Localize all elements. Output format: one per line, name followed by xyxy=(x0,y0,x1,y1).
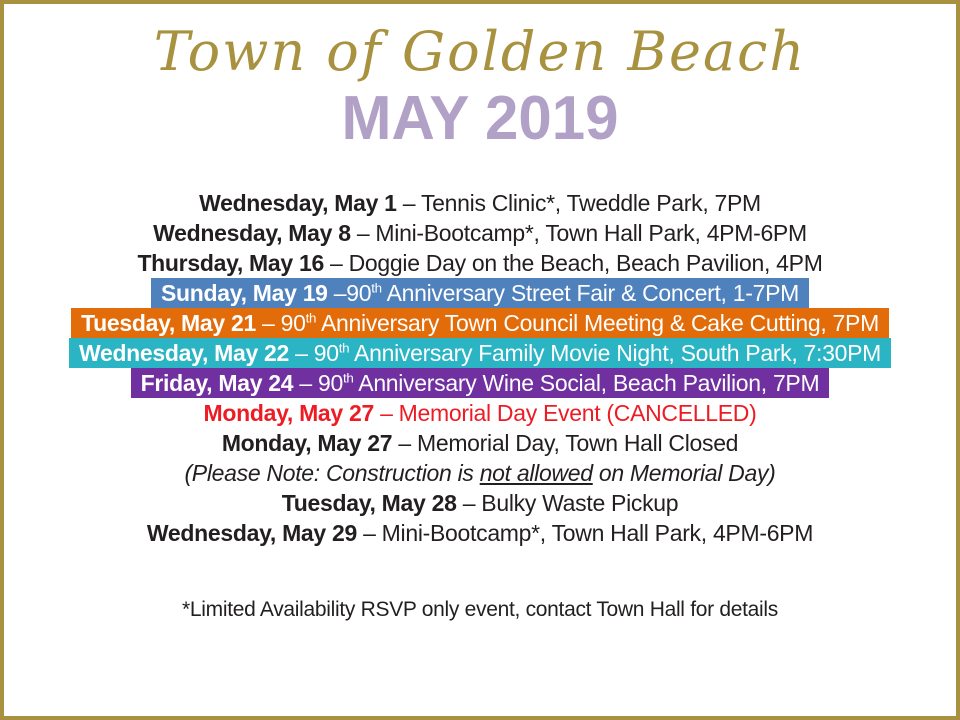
event-date: Wednesday, May 22 xyxy=(78,340,290,366)
event-dash: – xyxy=(323,250,349,276)
event-bubble xyxy=(143,218,817,248)
month-title: MAY 2019 xyxy=(341,82,619,153)
event-bubble xyxy=(127,248,832,278)
event-bubble xyxy=(272,488,689,518)
event-row xyxy=(4,218,956,248)
event-text-after: Anniversary Wine Social, Beach Pavilion, 7PM xyxy=(353,370,820,396)
event-superscript: th xyxy=(371,280,382,296)
events-list xyxy=(4,188,956,548)
event-bubble xyxy=(71,308,889,338)
event-bubble xyxy=(212,428,748,458)
event-date: Friday, May 24 xyxy=(140,370,294,396)
event-row xyxy=(4,368,956,398)
event-dash: – xyxy=(350,220,376,246)
event-text: 90 xyxy=(317,370,343,396)
event-dash: – xyxy=(327,280,347,306)
event-row xyxy=(4,188,956,218)
event-dash: – xyxy=(373,400,399,426)
event-text: (Please Note: Construction is xyxy=(184,460,480,486)
event-bubble xyxy=(174,458,785,488)
event-dash: – xyxy=(255,310,281,336)
event-row xyxy=(4,278,956,308)
town-title: Town of Golden Beach xyxy=(153,20,807,83)
event-text: Memorial Day Event (CANCELLED) xyxy=(398,400,757,426)
event-row xyxy=(4,308,956,338)
event-bubble xyxy=(189,188,771,218)
event-row xyxy=(4,458,956,488)
event-superscript: th xyxy=(305,310,317,326)
event-row xyxy=(4,488,956,518)
event-bubble xyxy=(151,278,809,308)
event-date: Thursday, May 16 xyxy=(137,250,324,276)
event-date: Wednesday, May 1 xyxy=(199,190,397,216)
event-text: 90 xyxy=(280,310,306,336)
event-row xyxy=(4,518,956,548)
event-text: Mini-Bootcamp*, Town Hall Park, 4PM-6PM xyxy=(381,520,814,546)
event-dash: – xyxy=(289,340,314,366)
event-date: Monday, May 27 xyxy=(203,400,374,426)
event-date: Monday, May 27 xyxy=(221,430,393,456)
event-dash: – xyxy=(396,190,421,216)
event-text: Mini-Bootcamp*, Town Hall Park, 4PM-6PM xyxy=(375,220,807,246)
event-dash: – xyxy=(357,520,382,546)
event-superscript: th xyxy=(338,340,350,356)
event-text: Bulky Waste Pickup xyxy=(481,490,679,516)
event-date: Tuesday, May 21 xyxy=(81,310,256,336)
event-text-after: Anniversary Street Fair & Concert, 1-7PM xyxy=(381,280,799,306)
event-row xyxy=(4,398,956,428)
event-dash: – xyxy=(392,430,417,456)
event-date: Wednesday, May 8 xyxy=(153,220,351,246)
event-date: Tuesday, May 28 xyxy=(281,490,457,516)
event-underlined-text: not allowed xyxy=(479,460,593,486)
event-row xyxy=(4,338,956,368)
event-date: Sunday, May 19 xyxy=(161,280,328,306)
event-bubble xyxy=(131,368,830,398)
event-date: Wednesday, May 29 xyxy=(146,520,357,546)
event-text: Memorial Day, Town Hall Closed xyxy=(416,430,739,456)
event-superscript: th xyxy=(342,370,354,386)
event-row xyxy=(4,248,956,278)
event-dash: – xyxy=(293,370,318,396)
event-bubble xyxy=(137,518,823,548)
event-text-after: on Memorial Day) xyxy=(592,460,776,486)
event-text: 90 xyxy=(313,340,339,366)
event-dash: – xyxy=(456,490,482,516)
event-text: 90 xyxy=(346,280,372,306)
event-text: Doggie Day on the Beach, Beach Pavilion, 4PM xyxy=(348,250,823,276)
event-bubble xyxy=(194,398,767,428)
event-row xyxy=(4,428,956,458)
event-text-after: Anniversary Family Movie Night, South Park, 7:30PM xyxy=(349,340,882,366)
footnote: *Limited Availability RSVP only event, contact Town Hall for details xyxy=(182,598,778,621)
event-bubble xyxy=(69,338,891,368)
event-text-after: Anniversary Town Council Meeting & Cake Cutting, 7PM xyxy=(316,310,879,336)
event-text: Tennis Clinic*, Tweddle Park, 7PM xyxy=(420,190,761,216)
